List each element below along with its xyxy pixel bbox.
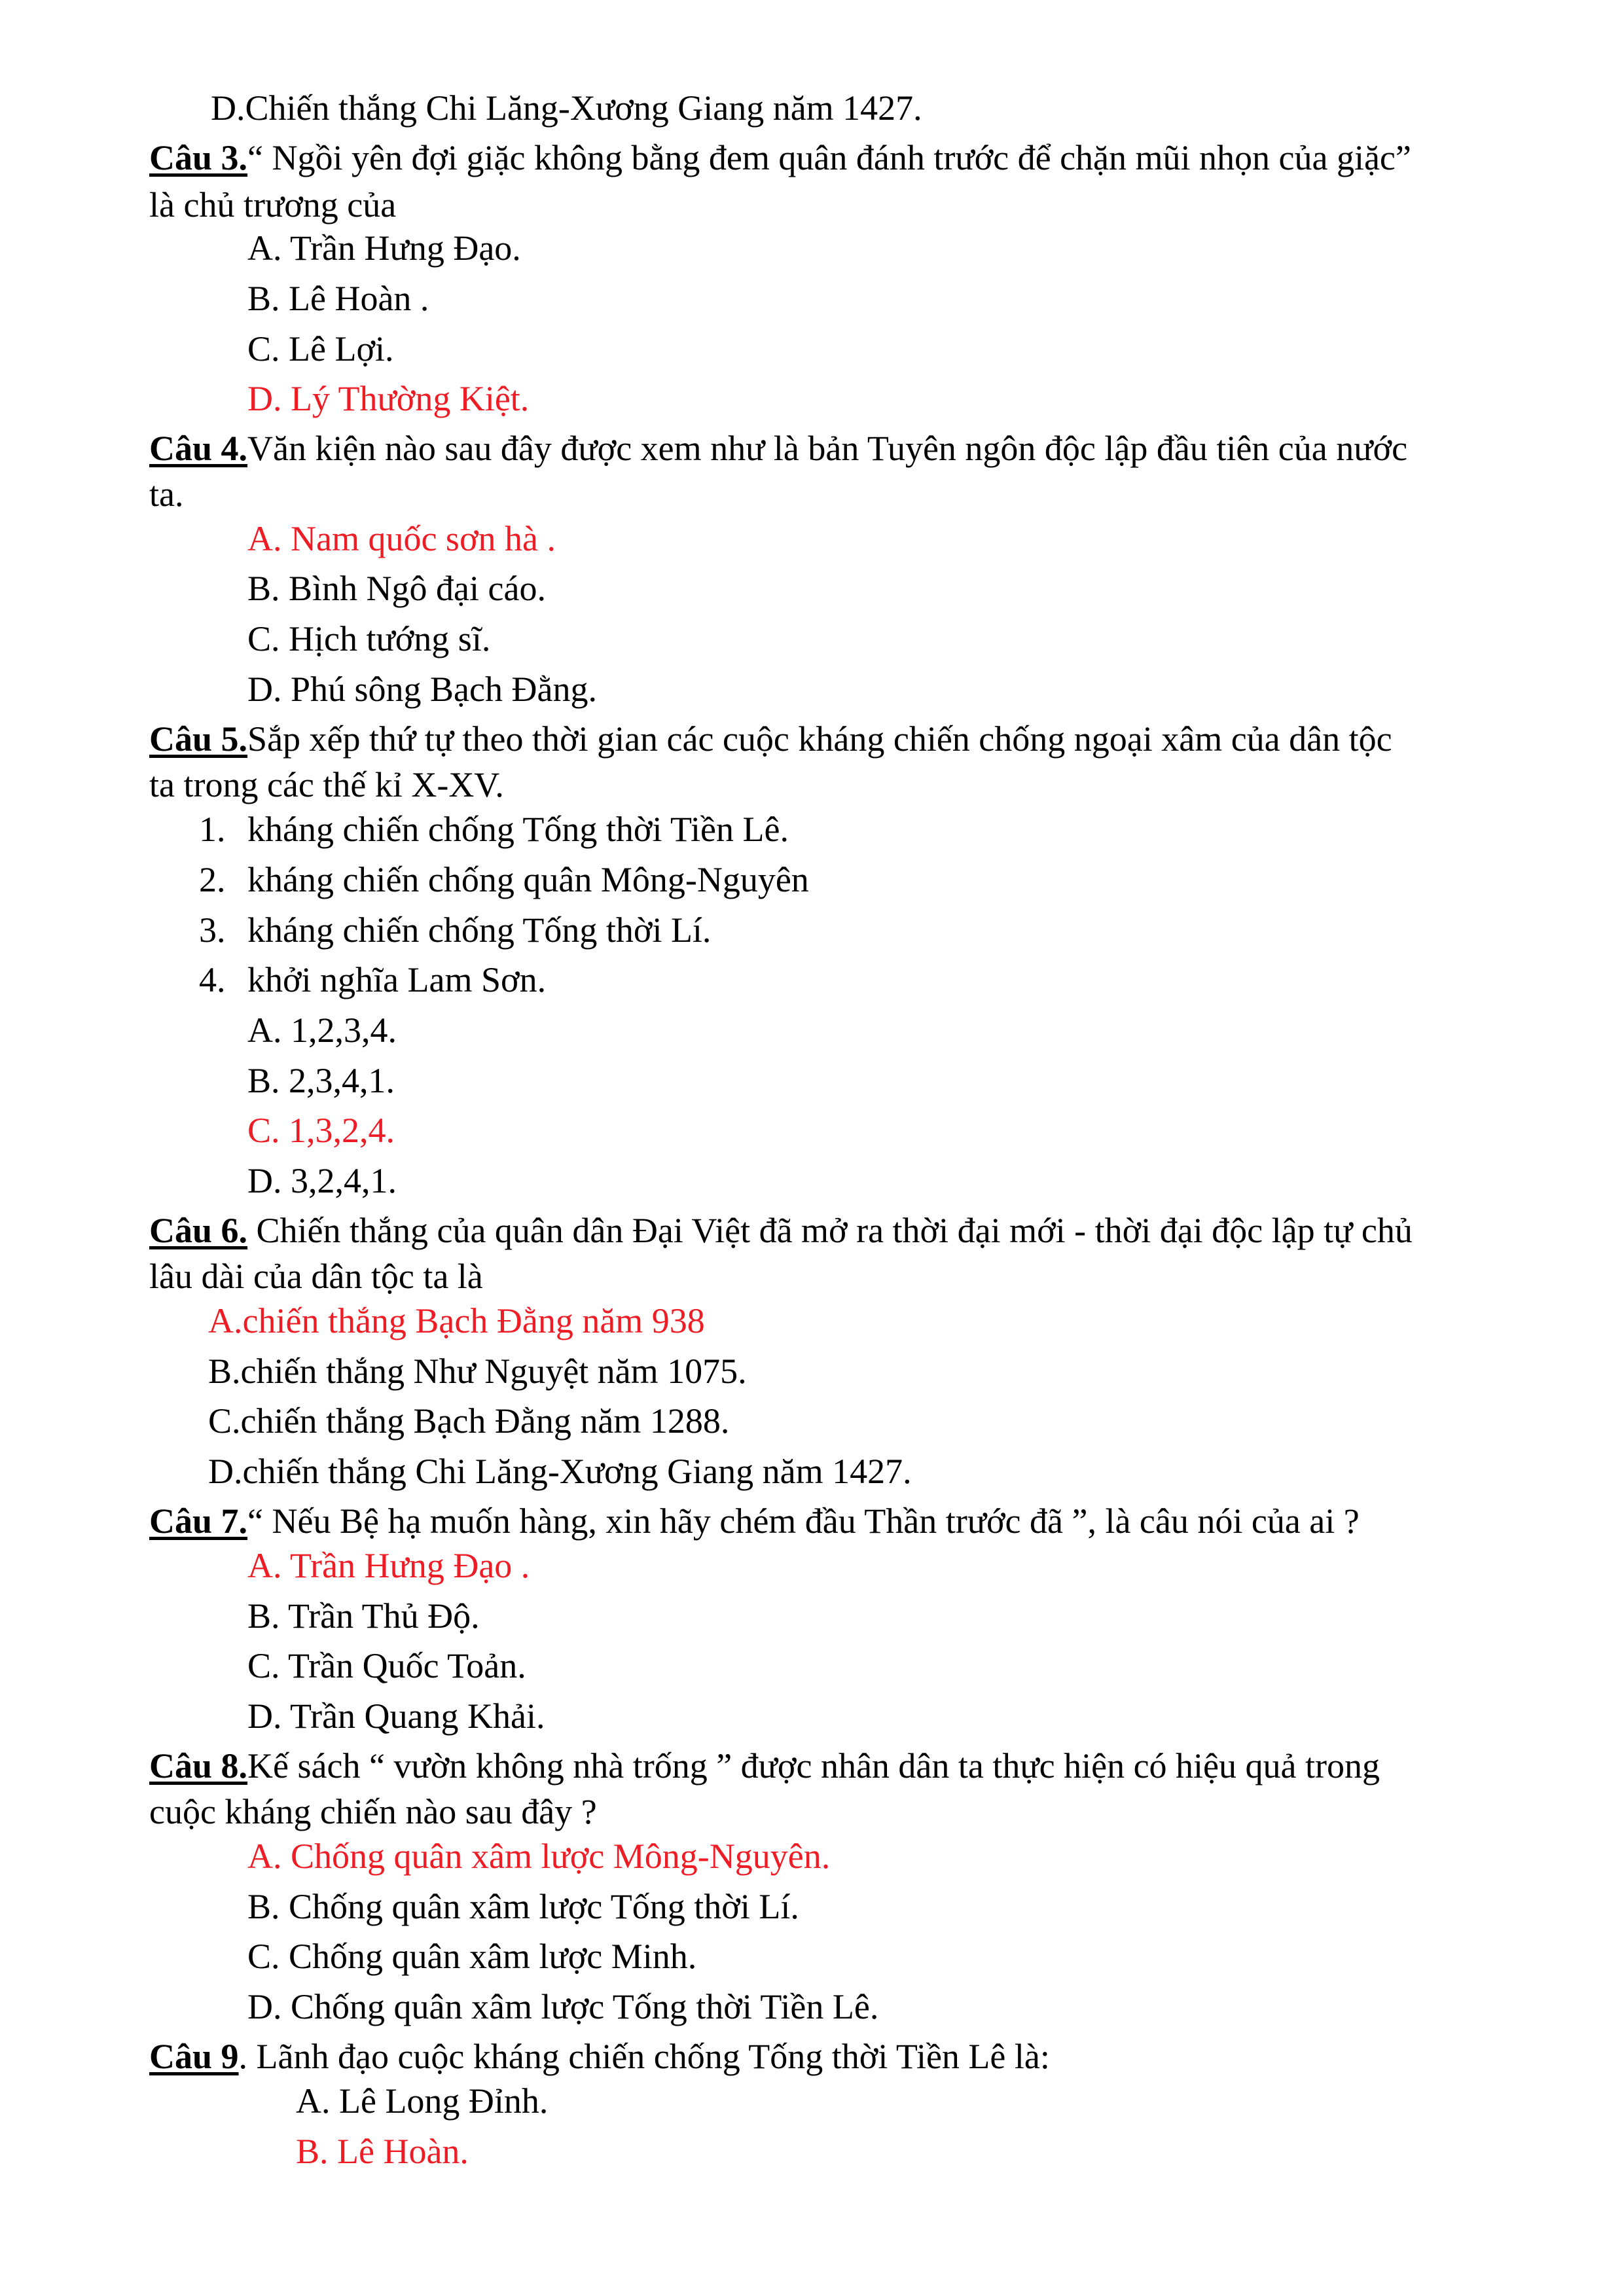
- event-number: 1.: [199, 810, 226, 849]
- q3-option-b: B. Lê Hoàn .: [247, 279, 429, 318]
- question-6-line1: [149, 1209, 1413, 1252]
- event-number: 3.: [199, 910, 226, 950]
- q9-option-b-correct: B. Lê Hoàn.: [296, 2132, 469, 2171]
- question-5-line2: ta trong các thế kỉ X-XV.: [149, 765, 504, 804]
- event-text: khởi nghĩa Lam Sơn.: [247, 960, 547, 999]
- question-text: Kế sách “ vườn không nhà trống ” được nhân dân ta thực hiện có hiệu quả trong: [247, 1746, 1380, 1785]
- question-text: Văn kiện nào sau đây được xem như là bản Tuyên ngôn độc lập đầu tiên của nước: [247, 429, 1408, 468]
- option-label: C.: [208, 1401, 241, 1441]
- q8-option-c: C. Chống quân xâm lược Minh.: [247, 1937, 697, 1976]
- option-text: chiến thắng Bạch Đằng năm 1288.: [240, 1401, 730, 1441]
- question-9-label: Câu 9: [149, 2037, 239, 2076]
- q5-event-2: [199, 858, 809, 901]
- q7-option-b: B. Trần Thủ Độ.: [247, 1596, 480, 1636]
- q7-option-a-correct: A. Trần Hưng Đạo .: [247, 1546, 530, 1585]
- q5-event-1: [199, 808, 789, 851]
- question-text: Chiến thắng của quân dân Đại Việt đã mở ra thời đại mới - thời đại độc lập tự chủ: [247, 1211, 1413, 1250]
- question-text: “ Nếu Bệ hạ muốn hàng, xin hãy chém đầu Thần trước đã ”, là câu nói của ai ?: [247, 1501, 1360, 1541]
- q7-option-d: D. Trần Quang Khải.: [247, 1696, 545, 1736]
- question-6-label: Câu 6.: [149, 1211, 248, 1250]
- q7-option-c: C. Trần Quốc Toản.: [247, 1646, 526, 1685]
- option-label: B.: [208, 1352, 241, 1391]
- question-6-line2: lâu dài của dân tộc ta là: [149, 1257, 483, 1296]
- question-9-line1: [149, 2035, 1050, 2078]
- option-text: Chiến thắng Chi Lăng-Xương Giang năm 1427.: [245, 88, 922, 128]
- event-number: 4.: [199, 960, 226, 999]
- question-3-line1: [149, 136, 1411, 179]
- q5-option-a: A. 1,2,3,4.: [247, 1011, 397, 1050]
- option-text: chiến thắng Như Nguyệt năm 1075.: [240, 1352, 747, 1391]
- option-label: D.: [211, 88, 245, 128]
- q5-option-d: D. 3,2,4,1.: [247, 1161, 397, 1200]
- question-7-label: Câu 7.: [149, 1501, 248, 1541]
- event-number: 2.: [199, 860, 226, 899]
- question-8-label: Câu 8.: [149, 1746, 248, 1785]
- q5-option-b: B. 2,3,4,1.: [247, 1061, 395, 1100]
- q8-option-b: B. Chống quân xâm lược Tống thời Lí.: [247, 1887, 799, 1926]
- question-3-line2: là chủ trương của: [149, 185, 397, 224]
- q4-option-b: B. Bình Ngô đại cáo.: [247, 569, 546, 608]
- q8-option-d: D. Chống quân xâm lược Tống thời Tiền Lê.: [247, 1987, 879, 2026]
- question-5-line1: [149, 717, 1392, 761]
- q4-option-d: D. Phú sông Bạch Đằng.: [247, 670, 597, 709]
- question-7-line1: [149, 1499, 1360, 1543]
- question-text: . Lãnh đạo cuộc kháng chiến chống Tống thời Tiền Lê là:: [238, 2037, 1050, 2076]
- q3-option-d-correct: D. Lý Thường Kiệt.: [247, 379, 530, 418]
- option-text: chiến thắng Chi Lăng-Xương Giang năm 1427.: [242, 1452, 912, 1491]
- option-text: chiến thắng Bạch Đằng năm 938: [242, 1301, 705, 1340]
- q4-option-a-correct: A. Nam quốc sơn hà .: [247, 519, 556, 558]
- question-4-label: Câu 4.: [149, 429, 248, 468]
- question-text: Sắp xếp thứ tự theo thời gian các cuộc kháng chiến chống ngoại xâm của dân tộc: [247, 719, 1392, 759]
- q3-option-c: C. Lê Lợi.: [247, 329, 394, 368]
- question-4-line1: [149, 427, 1407, 470]
- question-8-line1: [149, 1744, 1380, 1787]
- question-5-label: Câu 5.: [149, 719, 248, 759]
- q6-option-c: [208, 1399, 729, 1443]
- event-text: kháng chiến chống quân Mông-Nguyên: [247, 860, 809, 899]
- q9-option-a: A. Lê Long Đỉnh.: [296, 2081, 549, 2121]
- q6-option-b: [208, 1350, 747, 1393]
- event-text: kháng chiến chống Tống thời Tiền Lê.: [247, 810, 789, 849]
- q4-option-c: C. Hịch tướng sĩ.: [247, 619, 491, 658]
- question-text: “ Ngồi yên đợi giặc không bằng đem quân đánh trước để chặn mũi nhọn của giặc”: [247, 138, 1411, 177]
- q5-option-c-correct: C. 1,3,2,4.: [247, 1111, 395, 1150]
- q3-option-a: A. Trần Hưng Đạo.: [247, 228, 521, 268]
- q5-event-3: [199, 908, 711, 952]
- option-label: A.: [208, 1301, 243, 1340]
- q6-option-a-correct: [208, 1299, 705, 1342]
- q8-option-a-correct: A. Chống quân xâm lược Mông-Nguyên.: [247, 1837, 831, 1876]
- question-4-line2: ta.: [149, 475, 184, 514]
- option-label: D.: [208, 1452, 243, 1491]
- prev-option-d: [211, 86, 922, 130]
- q5-event-4: [199, 958, 546, 1001]
- question-3-label: Câu 3.: [149, 138, 248, 177]
- event-text: kháng chiến chống Tống thời Lí.: [247, 910, 712, 950]
- q6-option-d: [208, 1450, 912, 1493]
- question-8-line2: cuộc kháng chiến nào sau đây ?: [149, 1792, 597, 1831]
